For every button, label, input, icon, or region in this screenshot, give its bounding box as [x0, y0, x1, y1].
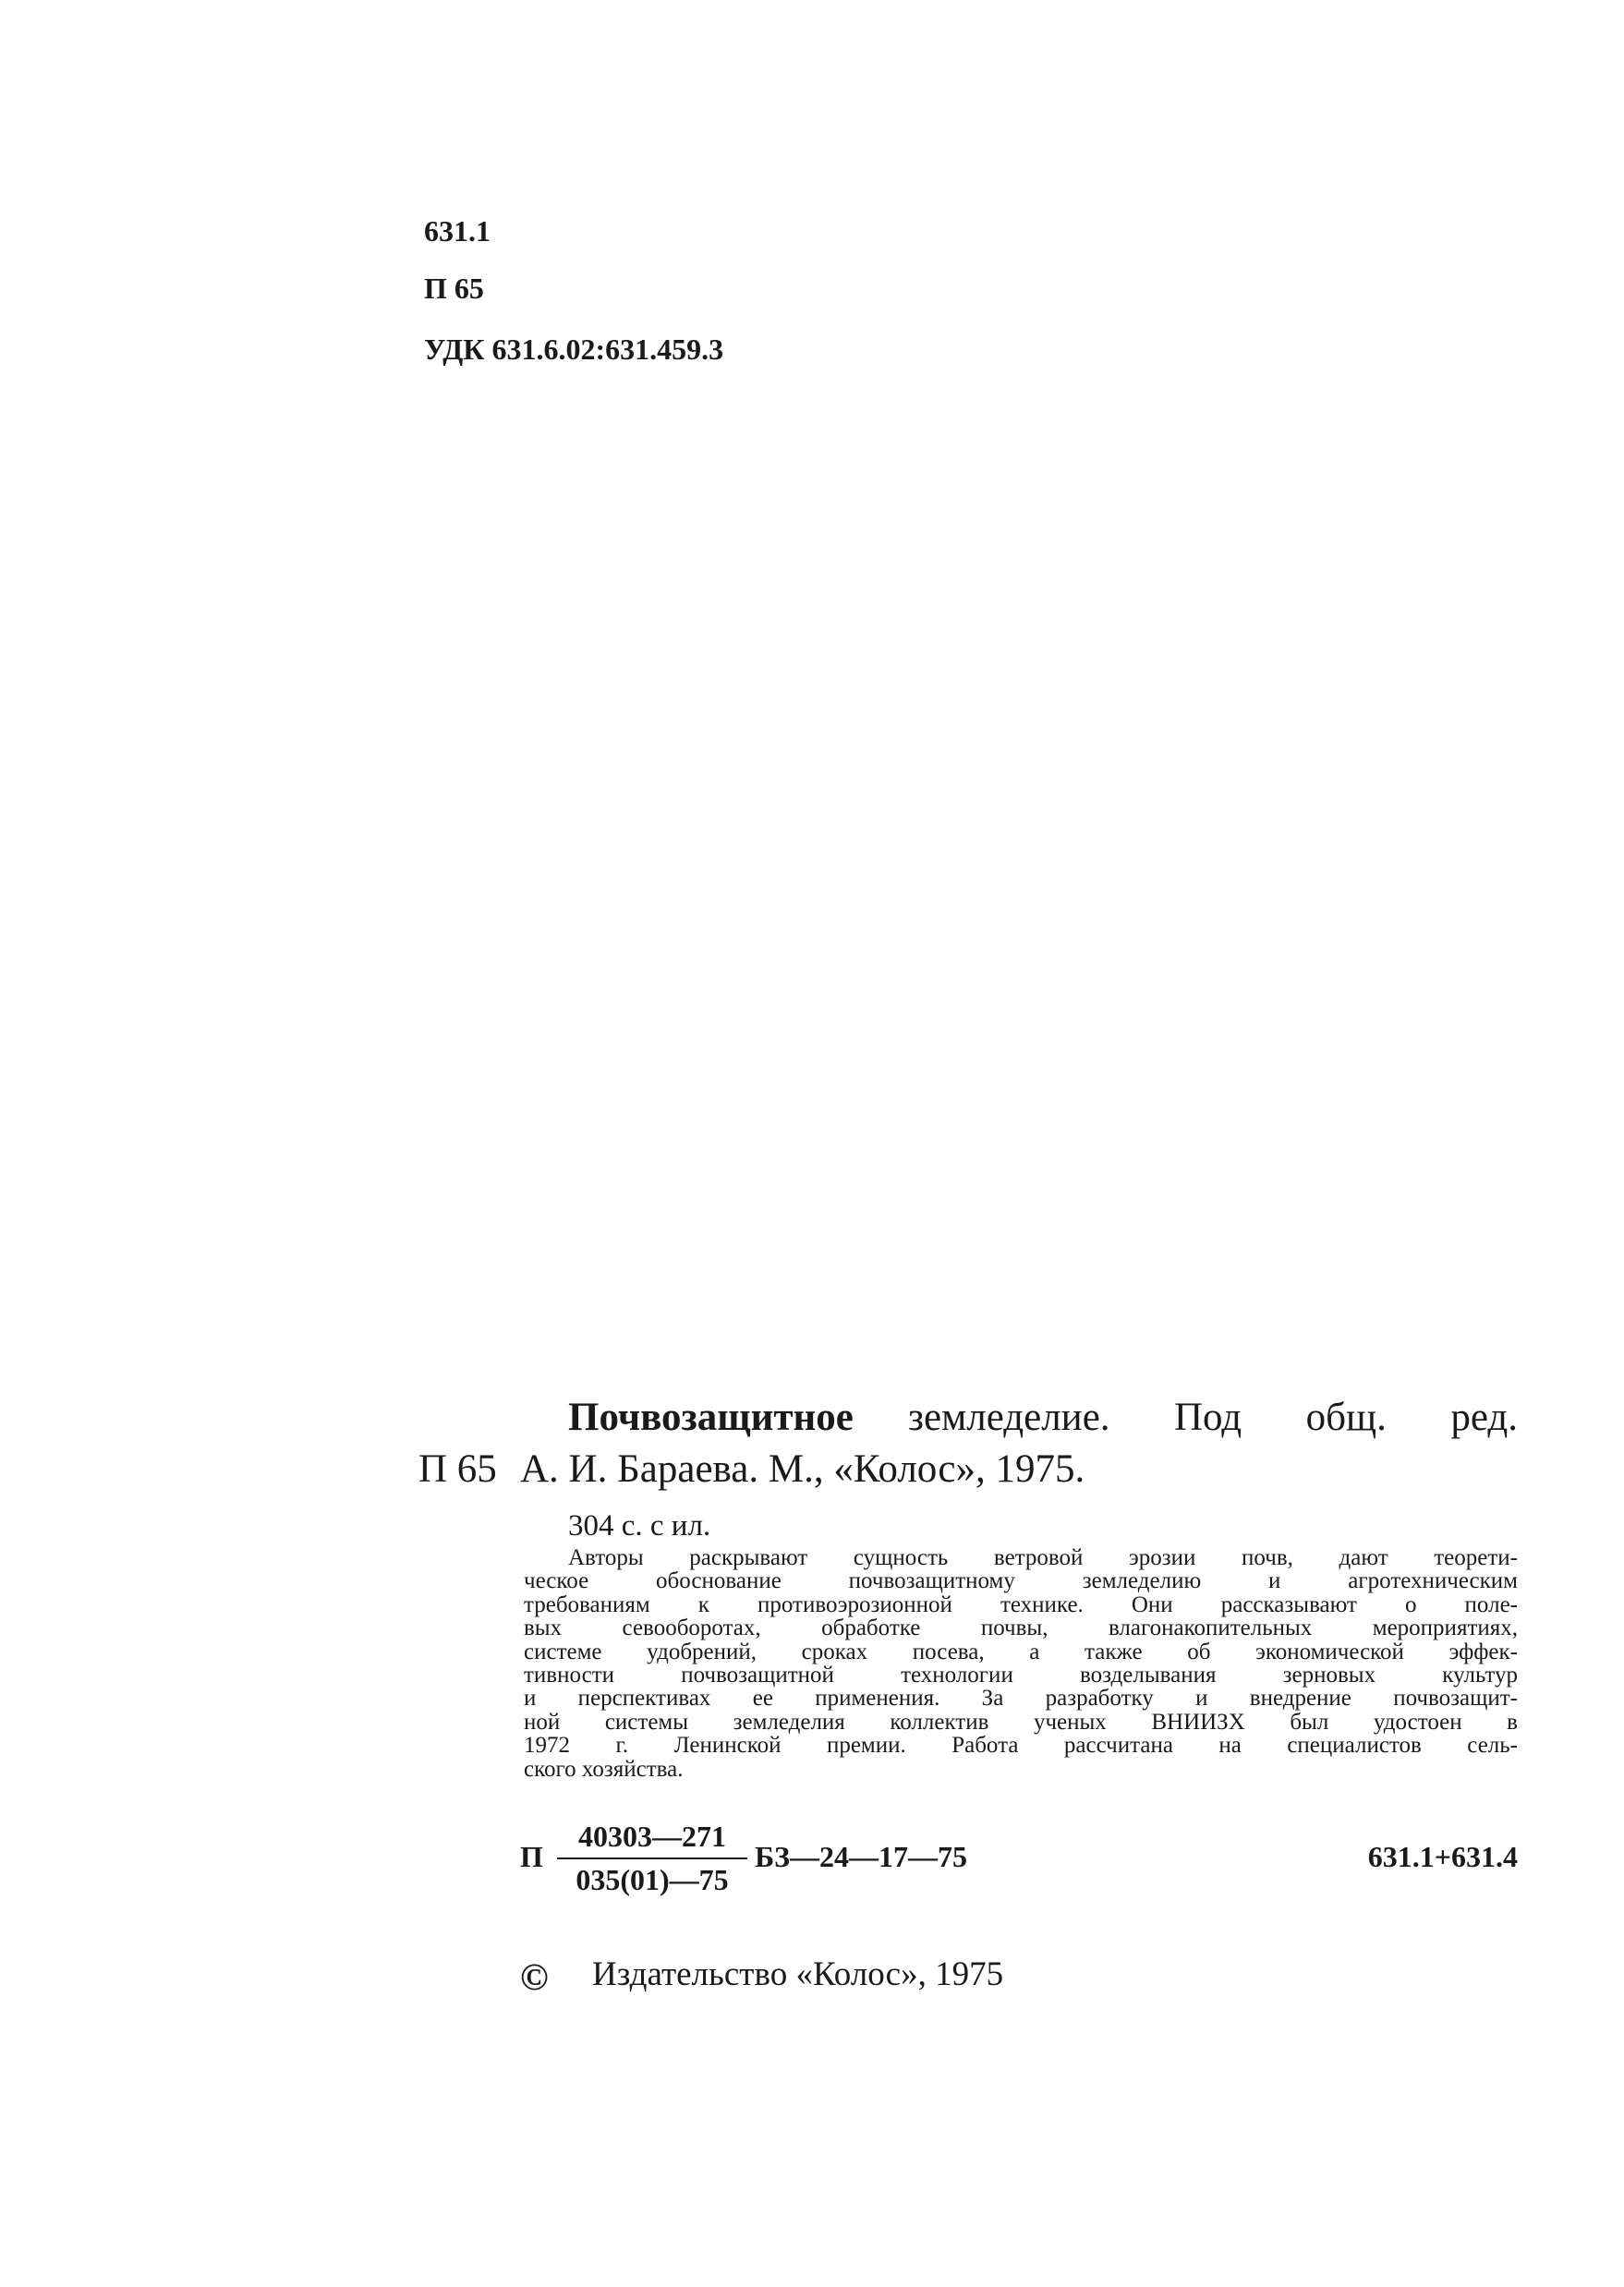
annotation-line: 1972 г. Ленинской премии. Работа рассчитана на специалистов сель- — [524, 1733, 1518, 1759]
card-author-mark: П 65 — [418, 1447, 497, 1491]
annotation-line: требованиям к противоэрозионной технике. Они рассказывают о поле- — [524, 1591, 1518, 1617]
annotation-line: и перспективах ее применения. За разработку и внедрение почвозащит- — [524, 1686, 1518, 1712]
annotation-line: системе удобрений, сроках посева, а также об экономической эффек- — [524, 1639, 1518, 1664]
card-pages: 304 с. с ил. — [568, 1509, 711, 1543]
index-fraction — [557, 1820, 747, 1897]
card-title-rest — [908, 1395, 1518, 1440]
udc-code: УДК 631.6.02:631.459.3 — [424, 333, 724, 366]
index-code: БЗ—24—17—75 — [755, 1840, 968, 1873]
card-title-word: земледелие. — [908, 1396, 1110, 1439]
publisher-text: Издательство «Колос», 1975 — [592, 1955, 1004, 1993]
bibliographic-index — [418, 1820, 1518, 1894]
card-editor-line: А. И. Бараева. М., «Колос», 1975. — [520, 1447, 1085, 1491]
card-title-line — [568, 1395, 1518, 1440]
card-title-word: ред. — [1450, 1396, 1518, 1439]
annotation-line: ского хозяйства. — [524, 1756, 684, 1782]
classification-code: 631.1 — [424, 214, 491, 248]
card-title-word: Под — [1173, 1396, 1242, 1439]
index-right-code: 631.1+631.4 — [1367, 1840, 1518, 1873]
annotation-line: Авторы раскрывают сущность ветровой эрозии почв, дают теорети- — [568, 1545, 1518, 1570]
copyright-symbol: © — [520, 1955, 549, 1998]
card-title-bold: Почвозащитное — [568, 1396, 854, 1439]
fraction-numerator: 40303—271 — [557, 1820, 747, 1859]
author-mark: П 65 — [424, 272, 484, 305]
annotation-line: вых севооборотах, обработке почвы, влагонакопительных мероприятиях, — [524, 1615, 1518, 1641]
annotation-paragraph — [524, 1546, 1518, 1781]
annotation-line: ной системы земледелия коллектив ученых ВНИИЗХ был удостоен в — [524, 1709, 1518, 1735]
index-letter: П — [520, 1840, 543, 1873]
fraction-denominator: 035(01)—75 — [576, 1863, 729, 1896]
annotation-line: ческое обоснование почвозащитному земледелию и агротехническим — [524, 1568, 1518, 1594]
card-title-word: общ. — [1305, 1396, 1387, 1439]
annotation-line: тивности почвозащитной технологии возделывания зерновых культур — [524, 1663, 1518, 1688]
